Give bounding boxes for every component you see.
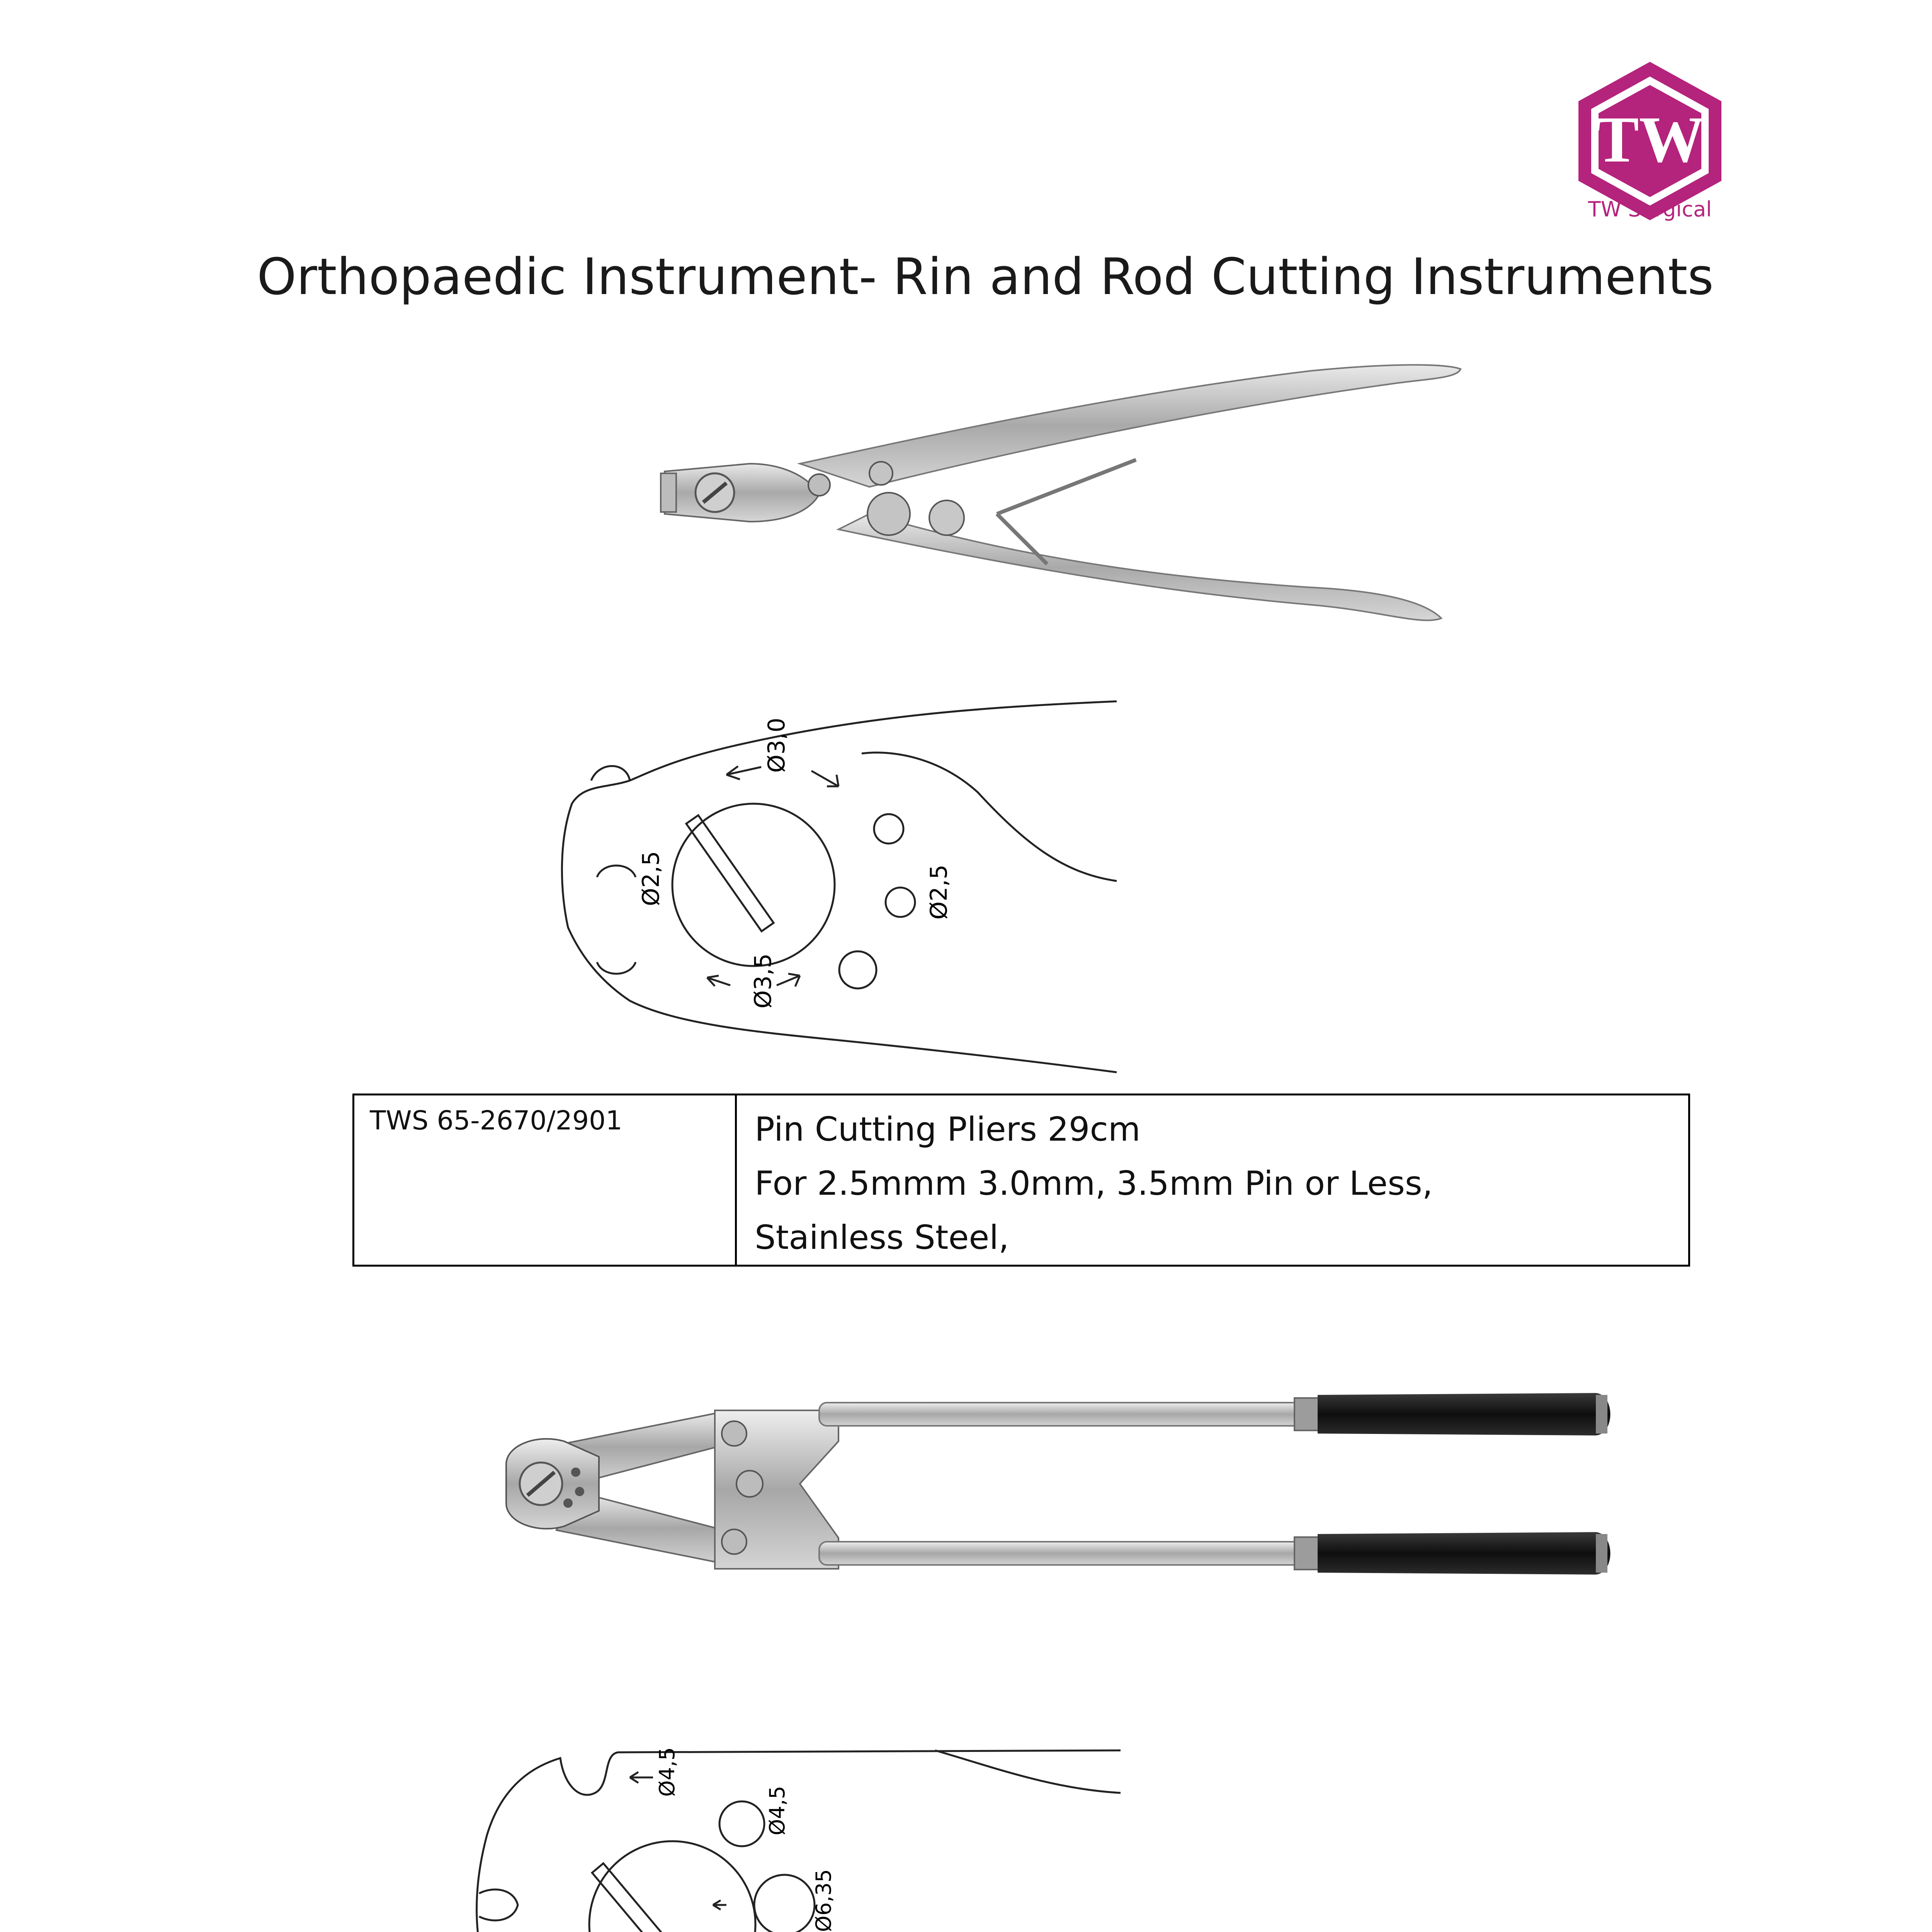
- product-2-photo: [498, 1368, 1619, 1623]
- diagram-2-label: Ø4,5: [655, 1747, 679, 1797]
- product-code: TWS 65-2670/2901: [354, 1095, 736, 1266]
- product-material: Stainless Steel,: [755, 1218, 1009, 1257]
- product-description: [736, 1095, 1689, 1266]
- product-1-diagram: [560, 692, 1121, 1082]
- logo-caption: TW Surgical: [1588, 197, 1712, 221]
- product-2-diagram: [471, 1739, 1124, 1932]
- diagram-1-label: Ø2,5: [638, 851, 665, 906]
- diagram-2-label: Ø6,35: [811, 1869, 836, 1932]
- product-spec-table: [352, 1094, 1690, 1267]
- diagram-2-label: Ø4,5: [765, 1786, 789, 1835]
- page-title: Orthopaedic Instrument- Rin and Rod Cutting Instruments: [257, 247, 1714, 306]
- diagram-1-label: Ø2,5: [925, 864, 952, 920]
- product-name: Pin Cutting Pliers 29cm: [755, 1110, 1141, 1149]
- logo-monogram: TW: [1595, 103, 1705, 176]
- diagram-1-label: Ø3,0: [763, 718, 790, 773]
- product-spec: For 2.5mmm 3.0mm, 3.5mm Pin or Less,: [755, 1164, 1433, 1203]
- product-1-photo: [653, 348, 1476, 645]
- diagram-1-label: Ø3,5: [750, 953, 777, 1009]
